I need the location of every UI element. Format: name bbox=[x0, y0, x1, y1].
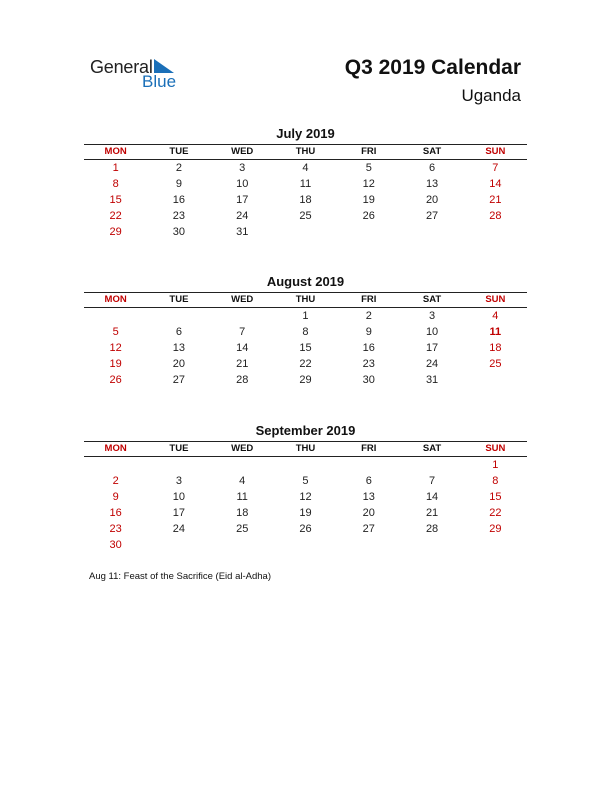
month-title: August 2019 bbox=[266, 274, 345, 289]
day-cell: 6 bbox=[175, 326, 182, 338]
weekday-sun: SUN bbox=[485, 294, 506, 305]
day-cell: 6 bbox=[365, 475, 372, 487]
weekday-header-row bbox=[84, 441, 527, 457]
day-cell: 16 bbox=[172, 194, 186, 206]
weekday-thu: THU bbox=[295, 443, 316, 454]
day-cell: 15 bbox=[109, 194, 122, 206]
day-cell: 21 bbox=[425, 507, 439, 519]
day-cell: 3 bbox=[175, 475, 182, 487]
weekday-tue: TUE bbox=[169, 294, 189, 305]
empty-cell bbox=[274, 457, 337, 473]
day-cell: 26 bbox=[299, 523, 312, 535]
month-title: July 2019 bbox=[276, 126, 335, 141]
days-grid bbox=[84, 457, 527, 553]
holiday-note: Aug 11: Feast of the Sacrifice (Eid al-Adha) bbox=[89, 571, 271, 582]
day-cell: 12 bbox=[109, 342, 122, 354]
day-cell: 22 bbox=[489, 507, 502, 519]
day-cell: 17 bbox=[236, 194, 249, 206]
day-cell: 29 bbox=[109, 226, 122, 238]
weekday-mon: MON bbox=[104, 294, 127, 305]
day-cell: 15 bbox=[299, 342, 312, 354]
month-july bbox=[84, 125, 527, 240]
weekday-wed: WED bbox=[231, 146, 254, 157]
day-cell: 21 bbox=[236, 358, 249, 370]
day-cell: 2 bbox=[365, 310, 372, 322]
day-cell: 29 bbox=[299, 374, 312, 386]
days-grid bbox=[84, 308, 527, 388]
empty-cell bbox=[337, 457, 400, 473]
day-cell: 30 bbox=[172, 226, 186, 238]
day-cell: 4 bbox=[302, 162, 309, 174]
day-cell: 5 bbox=[365, 162, 372, 174]
day-cell: 12 bbox=[362, 178, 375, 190]
day-cell: 18 bbox=[236, 507, 249, 519]
weekday-fri: FRI bbox=[361, 294, 377, 305]
day-cell: 11 bbox=[299, 178, 312, 190]
day-cell: 23 bbox=[172, 210, 186, 222]
day-cell: 20 bbox=[362, 507, 375, 519]
days-grid bbox=[84, 160, 527, 240]
day-cell: 4 bbox=[239, 475, 246, 487]
day-cell: 23 bbox=[362, 358, 375, 370]
weekday-fri: FRI bbox=[361, 443, 377, 454]
day-cell: 13 bbox=[172, 342, 186, 354]
empty-cell bbox=[84, 308, 147, 324]
day-cell: 24 bbox=[236, 210, 249, 222]
day-cell: 17 bbox=[172, 507, 186, 519]
day-cell: 7 bbox=[429, 475, 436, 487]
day-cell: 13 bbox=[425, 178, 439, 190]
weekday-sat: SAT bbox=[422, 146, 442, 157]
month-september bbox=[84, 422, 527, 553]
day-cell: 9 bbox=[365, 326, 372, 338]
day-cell: 25 bbox=[489, 358, 502, 370]
day-cell: 19 bbox=[299, 507, 312, 519]
day-cell: 24 bbox=[425, 358, 439, 370]
month-august bbox=[84, 273, 527, 388]
weekday-sun: SUN bbox=[485, 443, 506, 454]
weekday-fri: FRI bbox=[361, 146, 377, 157]
day-cell: 14 bbox=[489, 178, 502, 190]
weekday-mon: MON bbox=[104, 443, 127, 454]
day-cell: 13 bbox=[362, 491, 375, 503]
day-cell: 16 bbox=[109, 507, 122, 519]
day-cell: 16 bbox=[362, 342, 375, 354]
logo-text-general: General bbox=[90, 57, 153, 77]
month-title: September 2019 bbox=[255, 423, 356, 438]
day-cell: 10 bbox=[236, 178, 249, 190]
day-cell: 26 bbox=[362, 210, 375, 222]
day-cell: 2 bbox=[112, 475, 119, 487]
day-cell: 11 bbox=[236, 491, 248, 503]
logo-text-blue: Blue bbox=[142, 72, 177, 91]
weekday-wed: WED bbox=[231, 294, 254, 305]
day-cell: 18 bbox=[489, 342, 502, 354]
day-cell: 15 bbox=[489, 491, 502, 503]
day-cell: 2 bbox=[175, 162, 182, 174]
weekday-wed: WED bbox=[231, 443, 254, 454]
day-cell: 10 bbox=[425, 326, 439, 338]
day-cell: 28 bbox=[489, 210, 502, 222]
day-cell: 18 bbox=[299, 194, 312, 206]
day-cell: 9 bbox=[175, 178, 182, 190]
day-cell: 8 bbox=[302, 326, 309, 338]
day-cell: 22 bbox=[299, 358, 312, 370]
empty-cell bbox=[147, 457, 210, 473]
weekday-tue: TUE bbox=[169, 443, 189, 454]
day-cell: 3 bbox=[429, 310, 436, 322]
day-cell: 21 bbox=[489, 194, 502, 206]
day-cell: 14 bbox=[236, 342, 249, 354]
day-cell: 17 bbox=[425, 342, 439, 354]
day-cell: 4 bbox=[492, 310, 499, 322]
day-cell: 23 bbox=[109, 523, 122, 535]
day-cell: 31 bbox=[236, 226, 249, 238]
weekday-mon: MON bbox=[104, 146, 127, 157]
weekday-thu: THU bbox=[295, 146, 316, 157]
weekday-sun: SUN bbox=[485, 146, 506, 157]
weekday-sat: SAT bbox=[422, 294, 442, 305]
weekday-thu: THU bbox=[295, 294, 316, 305]
day-cell: 9 bbox=[112, 491, 119, 503]
day-cell: 14 bbox=[425, 491, 439, 503]
day-cell: 7 bbox=[492, 162, 499, 174]
day-cell: 5 bbox=[112, 326, 119, 338]
empty-cell bbox=[211, 308, 274, 324]
page-title: Q3 2019 Calendar bbox=[344, 56, 521, 79]
empty-cell bbox=[147, 308, 210, 324]
day-cell: 25 bbox=[299, 210, 312, 222]
day-cell: 31 bbox=[425, 374, 439, 386]
day-cell: 27 bbox=[362, 523, 375, 535]
weekday-header-row bbox=[84, 144, 527, 160]
day-cell: 6 bbox=[429, 162, 436, 174]
day-cell: 28 bbox=[425, 523, 439, 535]
day-cell: 22 bbox=[109, 210, 122, 222]
empty-cell bbox=[84, 457, 147, 473]
day-cell: 29 bbox=[489, 523, 502, 535]
day-cell: 20 bbox=[425, 194, 439, 206]
day-cell: 1 bbox=[492, 459, 499, 471]
day-cell: 7 bbox=[239, 326, 246, 338]
day-cell: 27 bbox=[172, 374, 186, 386]
empty-cell bbox=[400, 457, 463, 473]
day-cell: 3 bbox=[239, 162, 246, 174]
day-cell: 20 bbox=[172, 358, 186, 370]
day-cell: 24 bbox=[172, 523, 186, 535]
country-name: Uganda bbox=[461, 86, 521, 105]
holiday-date: 11 bbox=[489, 326, 502, 338]
day-cell: 19 bbox=[362, 194, 375, 206]
logo-triangle-icon bbox=[154, 59, 174, 73]
day-cell: 26 bbox=[109, 374, 122, 386]
day-cell: 25 bbox=[236, 523, 249, 535]
day-cell: 5 bbox=[302, 475, 309, 487]
day-cell: 8 bbox=[492, 475, 499, 487]
empty-cell bbox=[211, 457, 274, 473]
day-cell: 27 bbox=[425, 210, 439, 222]
day-cell: 30 bbox=[362, 374, 375, 386]
day-cell: 1 bbox=[302, 310, 309, 322]
day-cell: 12 bbox=[299, 491, 312, 503]
weekday-header-row bbox=[84, 292, 527, 308]
day-cell: 10 bbox=[172, 491, 186, 503]
day-cell: 30 bbox=[109, 539, 122, 551]
brand-logo bbox=[88, 56, 198, 96]
day-cell: 8 bbox=[112, 178, 119, 190]
day-cell: 19 bbox=[109, 358, 122, 370]
weekday-tue: TUE bbox=[169, 146, 189, 157]
day-cell: 28 bbox=[236, 374, 249, 386]
weekday-sat: SAT bbox=[422, 443, 442, 454]
day-cell: 1 bbox=[112, 162, 119, 174]
